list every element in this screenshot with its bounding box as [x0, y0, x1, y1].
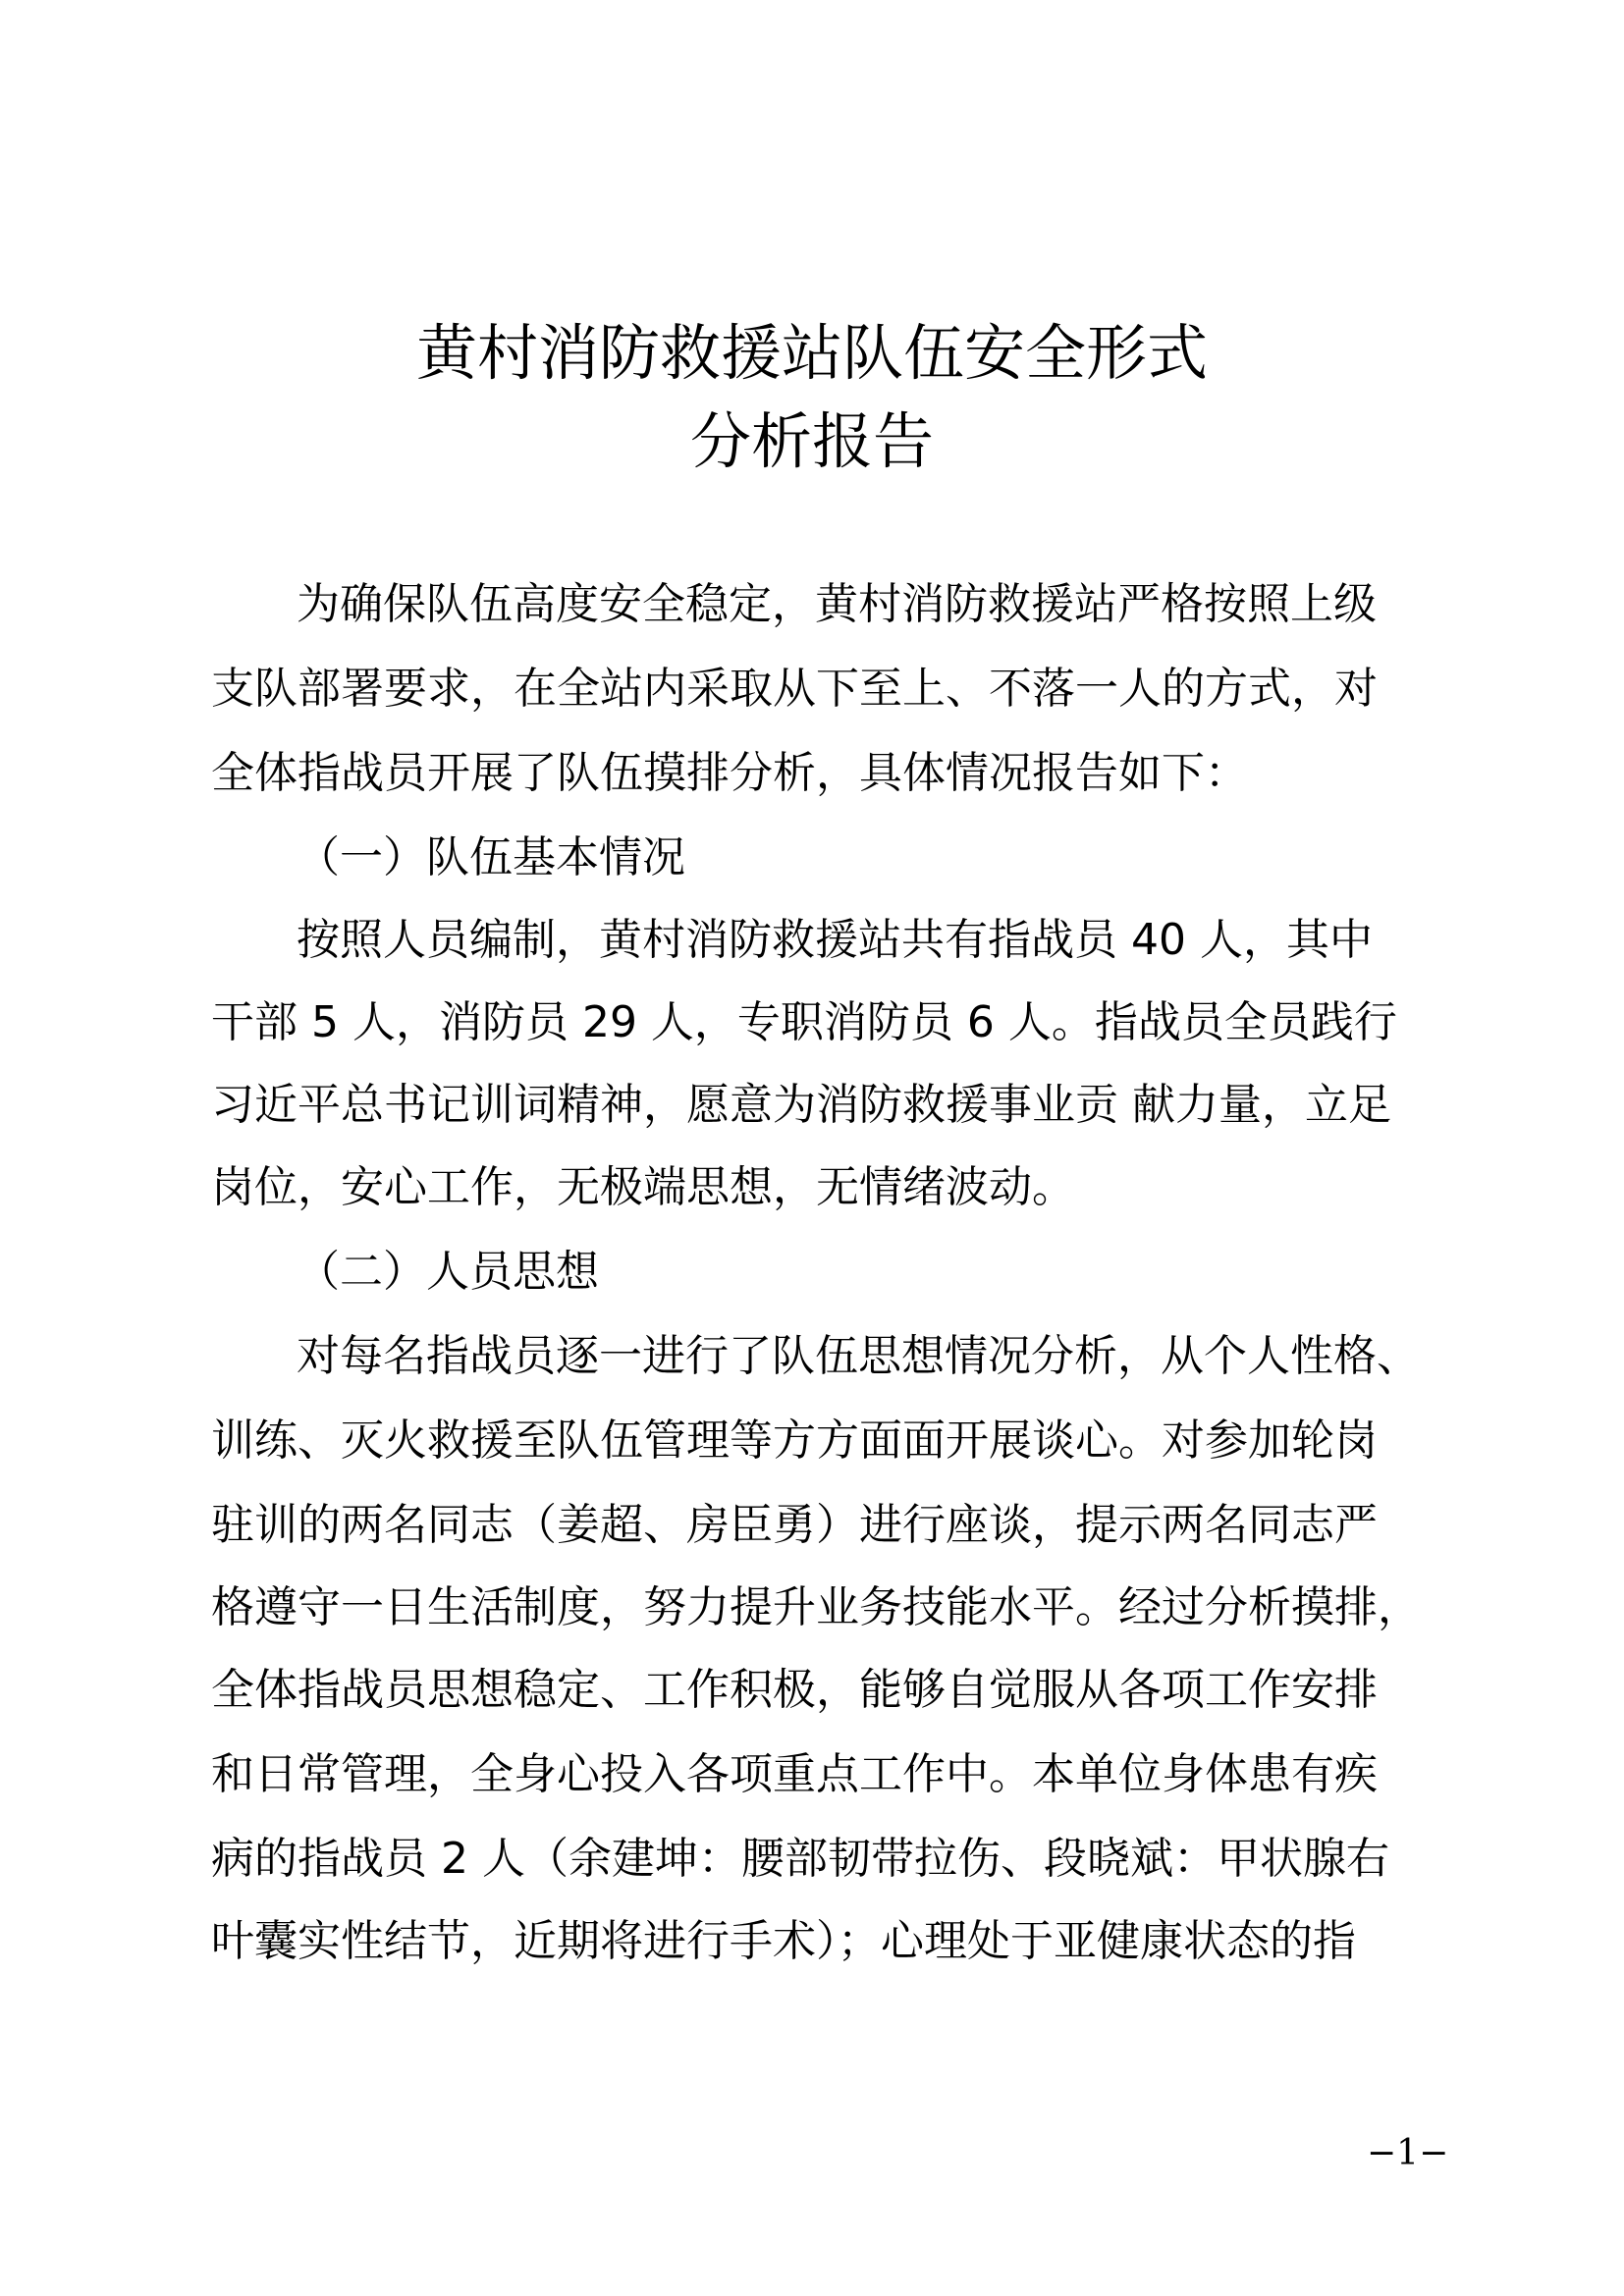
section-heading-1: （一）队伍基本情况 [297, 832, 685, 882]
paragraph-line: 支队部署要求，在全站内采取从下至上、不落一人的方式，对 [211, 664, 1378, 714]
section-heading-2: （二）人员思想 [297, 1247, 599, 1297]
paragraph-line: 训练、灭火救援至队伍管理等方方面面开展谈心。对参加轮岗 [211, 1415, 1378, 1466]
document-title-line-2: 分析报告 [689, 405, 934, 477]
page-number: −1− [1367, 2133, 1449, 2173]
paragraph-line: 全体指战员开展了队伍摸排分析，具体情况报告如下： [211, 748, 1248, 798]
paragraph-line: 全体指战员思想稳定、工作积极，能够自觉服从各项工作安排 [211, 1665, 1378, 1715]
paragraph-line: 和日常管理，全身心投入各项重点工作中。本单位身体患有疾 [211, 1749, 1378, 1799]
paragraph-line: 按照人员编制，黄村消防救援站共有指战员 40 人，其中 [297, 915, 1373, 965]
paragraph-line: 干部 5 人，消防员 29 人，专职消防员 6 人。指战员全员践行 [211, 997, 1397, 1047]
paragraph-line: 习近平总书记训词精神，愿意为消防救援事业贡 献力量，立足 [211, 1080, 1391, 1130]
paragraph-line: 叶囊实性结节，近期将进行手术）；心理处于亚健康状态的指 [211, 1916, 1356, 1966]
paragraph-line: 病的指战员 2 人（余建坤：腰部韧带拉伤、段晓斌：甲状腺右 [211, 1834, 1389, 1884]
paragraph-line: 格遵守一日生活制度，努力提升业务技能水平。经过分析摸排， [211, 1582, 1421, 1632]
paragraph-line: 为确保队伍高度安全稳定，黄村消防救援站严格按照上级 [297, 579, 1377, 629]
document-title-line-1: 黄村消防救援站队伍安全形式 [415, 317, 1208, 389]
paragraph-line: 岗位，安心工作，无极端思想，无情绪波动。 [211, 1162, 1075, 1212]
paragraph-line: 对每名指战员逐一进行了队伍思想情况分析，从个人性格、 [297, 1331, 1420, 1381]
paragraph-line: 驻训的两名同志（姜超、房臣勇）进行座谈，提示两名同志严 [211, 1500, 1378, 1550]
